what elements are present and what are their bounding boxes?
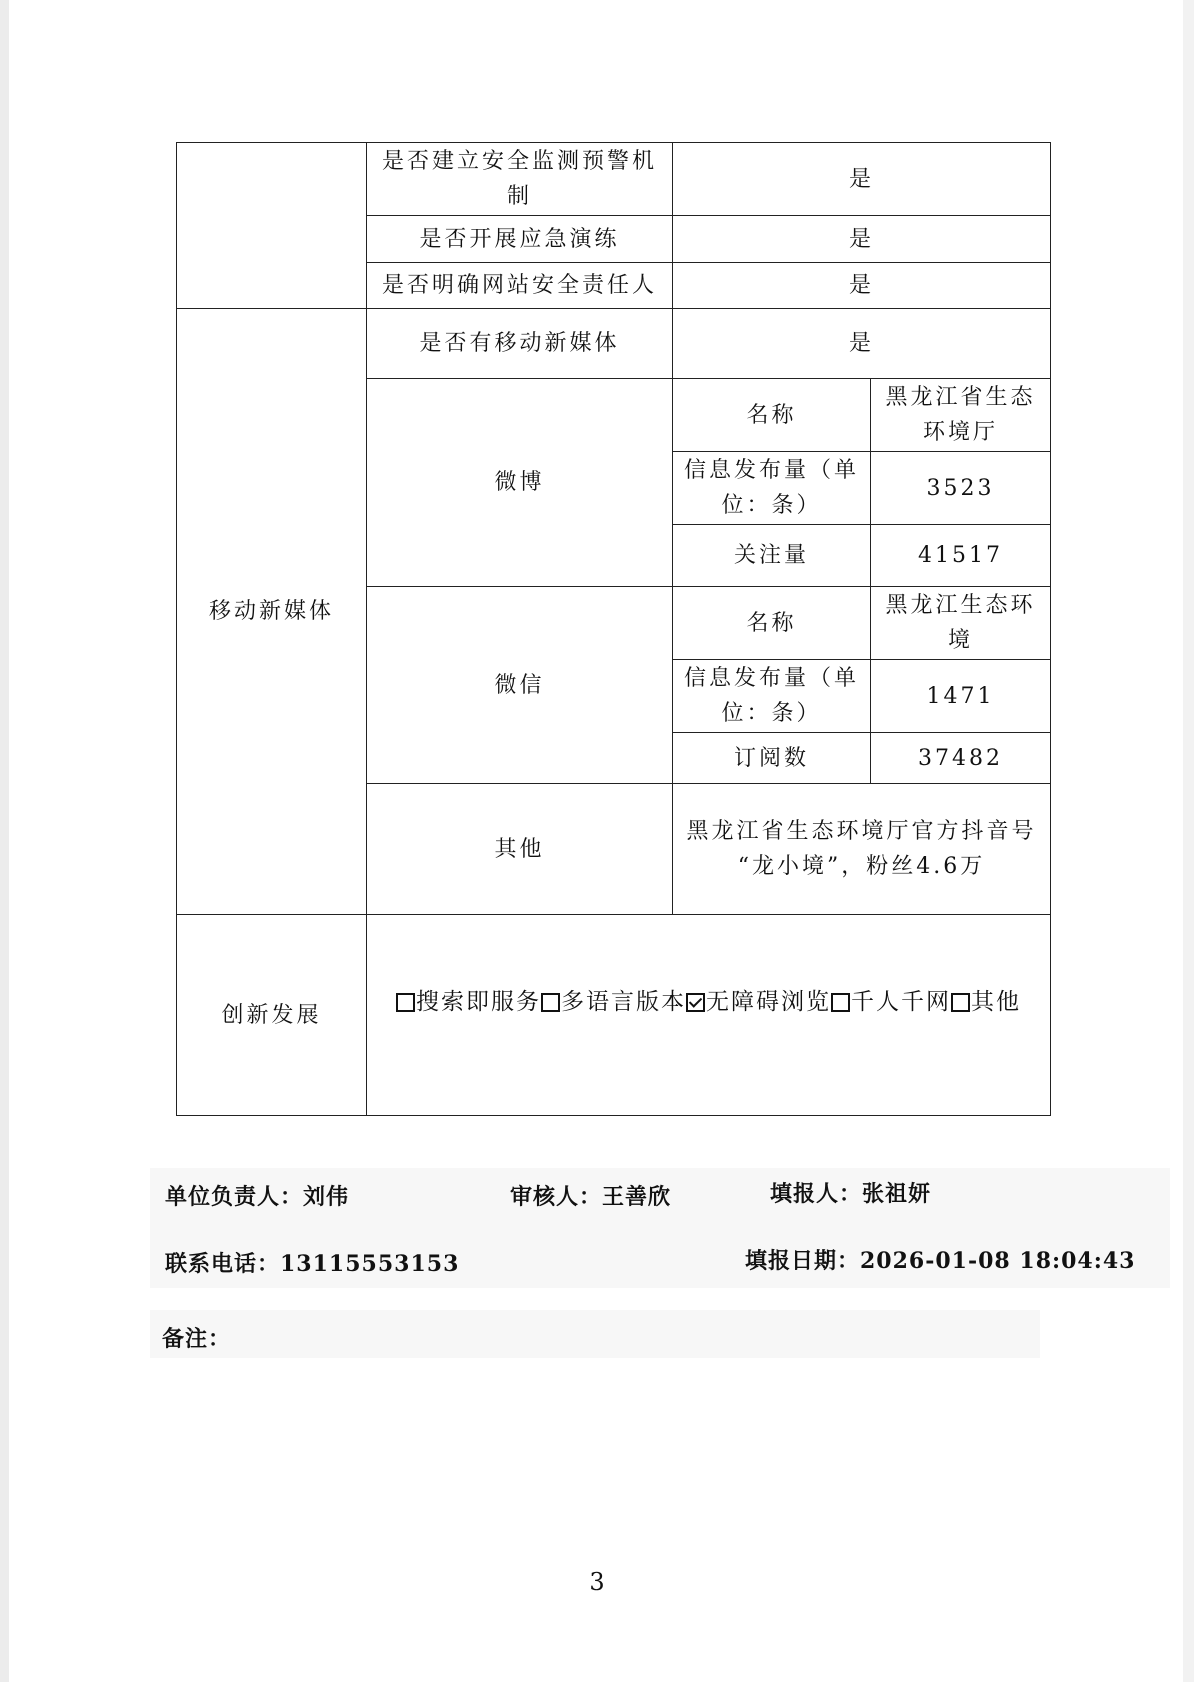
security-section-cell: [177, 143, 367, 309]
table-row: [177, 309, 1051, 379]
reviewer: 审核人：王善欣: [510, 1184, 672, 1210]
option-accessibility[interactable]: [686, 985, 831, 1020]
security-value-2: 是: [673, 216, 1051, 263]
option-label: 搜索即服务: [416, 989, 541, 1015]
remark-label: 备注：: [162, 1326, 232, 1352]
option-label: 多语言版本: [561, 989, 686, 1015]
option-label: 无障碍浏览: [706, 989, 831, 1015]
weibo-count-label: 信息发布量（单位：条）: [673, 452, 871, 525]
option-personalized[interactable]: [831, 985, 951, 1020]
weibo-name-value: 黑龙江省生态环境厅: [871, 379, 1051, 452]
wechat-sub-label: 订阅数: [673, 733, 871, 784]
checkbox-unchecked-icon[interactable]: [951, 993, 970, 1012]
has-mobile-label: 是否有移动新媒体: [367, 309, 673, 379]
contact-phone: 联系电话：13115553153: [165, 1251, 460, 1277]
report-table: [176, 142, 1051, 1116]
other-value-line-1: 黑龙江省生态环境厅官方抖音号: [686, 819, 1037, 844]
option-label: 千人千网: [851, 989, 951, 1015]
page-number: 3: [589, 1568, 605, 1596]
option-other[interactable]: [951, 985, 1021, 1020]
weibo-name-label: 名称: [673, 379, 871, 452]
option-label: 其他: [971, 989, 1021, 1015]
checkbox-unchecked-icon[interactable]: [396, 993, 415, 1012]
wechat-count-value: 1471: [871, 660, 1051, 733]
wechat-sub-value: 37482: [871, 733, 1051, 784]
other-label: 其他: [367, 784, 673, 915]
checkbox-unchecked-icon[interactable]: [831, 993, 850, 1012]
wechat-label: 微信: [367, 587, 673, 784]
security-item-1: 是否建立安全监测预警机制: [367, 143, 673, 216]
security-item-3: 是否明确网站安全责任人: [367, 263, 673, 309]
innovation-section-label: 创新发展: [177, 915, 367, 1116]
wechat-name-value: 黑龙江生态环境: [871, 587, 1051, 660]
weibo-count-value: 3523: [871, 452, 1051, 525]
weibo-label: 微博: [367, 379, 673, 587]
mobile-section-label: 移动新媒体: [177, 309, 367, 915]
wechat-name-label: 名称: [673, 587, 871, 660]
security-value-1: 是: [673, 143, 1051, 216]
table-row: [177, 143, 1051, 216]
has-mobile-value: 是: [673, 309, 1051, 379]
filler: 填报人：张祖妍: [770, 1181, 932, 1207]
unit-head: 单位负责人：刘伟: [165, 1184, 350, 1210]
fill-date: 填报日期：2026-01-08 18:04:43: [745, 1248, 1136, 1274]
security-item-2: 是否开展应急演练: [367, 216, 673, 263]
weibo-follow-value: 41517: [871, 525, 1051, 587]
page-right-edge: [1183, 0, 1194, 1682]
weibo-follow-label: 关注量: [673, 525, 871, 587]
remark-shade: [150, 1310, 1040, 1358]
checkbox-unchecked-icon[interactable]: [541, 993, 560, 1012]
wechat-count-label: 信息发布量（单位：条）: [673, 660, 871, 733]
other-value: [673, 784, 1051, 915]
other-value-line-2: “龙小境”，粉丝4.6万: [737, 854, 986, 879]
option-search-as-service[interactable]: [396, 985, 541, 1020]
security-value-3: 是: [673, 263, 1051, 309]
option-multilingual[interactable]: [541, 985, 686, 1020]
innovation-options: [367, 915, 1051, 1116]
table-row: [177, 915, 1051, 1116]
checkbox-checked-icon[interactable]: [686, 993, 705, 1012]
page-left-edge: [0, 0, 9, 1682]
